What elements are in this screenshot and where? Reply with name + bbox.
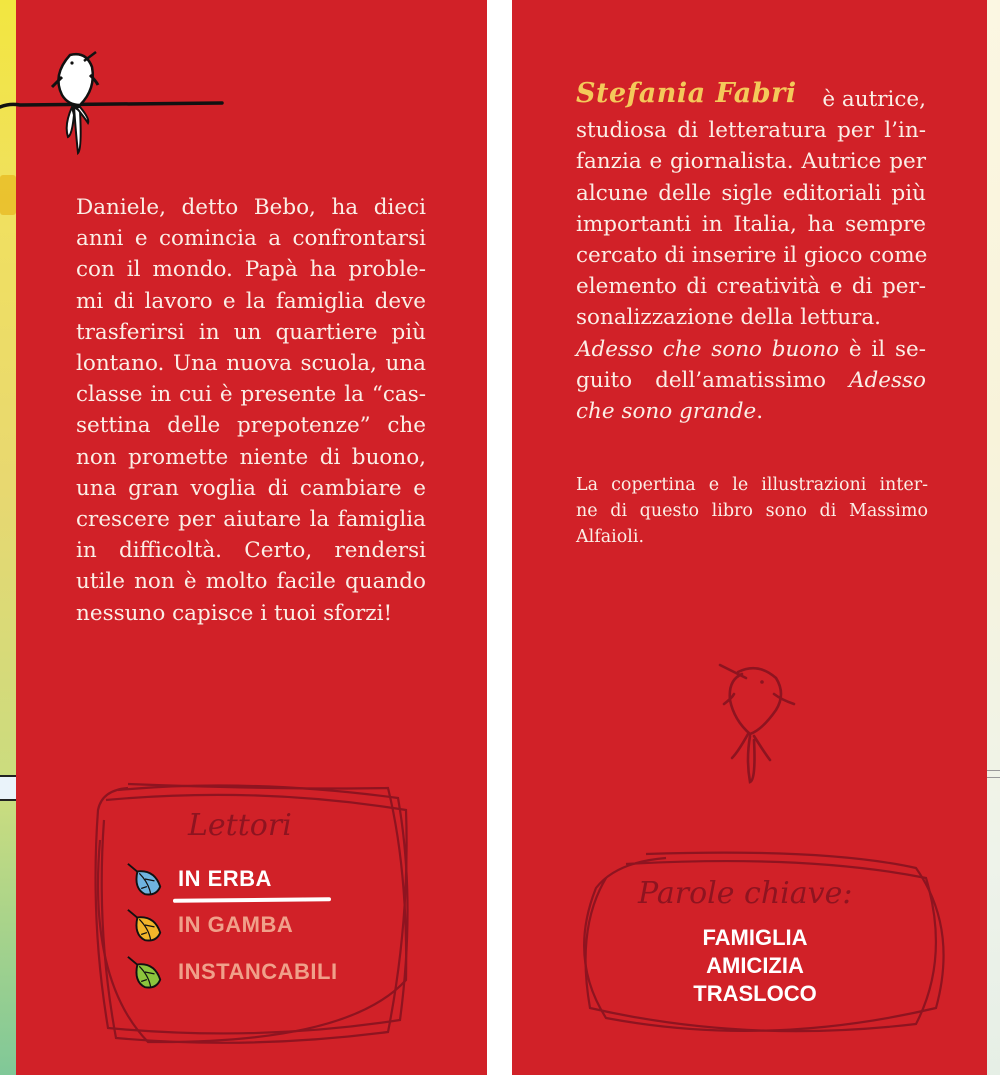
leaf-icon-green xyxy=(126,953,164,991)
leaf-icon-blue xyxy=(126,860,164,898)
credit-line: ne di questo libro sono di Massimo xyxy=(576,501,928,521)
bio-line: fanzia e giornalista. Autrice per xyxy=(576,149,926,175)
right-cover-edge xyxy=(987,0,1000,1075)
book-title: Adesso che sono buono xyxy=(576,336,840,362)
prev-book-title: che sono grande xyxy=(576,399,757,425)
bio-line: è autrice, xyxy=(822,87,926,112)
leaf-icon-yellow xyxy=(126,906,164,944)
bio-line: cercato di inserire il gioco come xyxy=(576,243,928,269)
readers-title: Lettori xyxy=(188,808,292,843)
bird-outline-icon xyxy=(712,660,807,790)
synopsis-line: crescere per aiutare la famiglia xyxy=(76,507,426,533)
cloud-outline xyxy=(987,770,1000,778)
synopsis-line: trasferirsi in un quartiere più xyxy=(76,319,426,345)
keyword: AMICIZIA xyxy=(706,953,804,978)
reader-level-label: IN GAMBA xyxy=(178,912,294,937)
paint-splash xyxy=(0,175,16,215)
bird-on-wire-icon xyxy=(0,45,230,165)
synopsis-line: Daniele, detto Bebo, ha dieci xyxy=(76,195,426,220)
bio-first-line xyxy=(576,78,926,115)
reader-level-instancabili xyxy=(126,953,338,991)
keywords-list xyxy=(655,924,855,1008)
bio-line xyxy=(576,365,926,396)
credit-line: La copertina e le illustrazioni inter- xyxy=(576,475,928,495)
synopsis-line: settina delle prepotenze” che xyxy=(76,413,426,439)
keywords-title: Parole chiave: xyxy=(638,876,853,911)
bio-line: importanti in Italia, ha sempre xyxy=(576,211,926,237)
reader-level-label: INSTANCABILI xyxy=(178,959,338,984)
bio-line: sonalizzazione della lettura. xyxy=(576,305,881,331)
synopsis-line: mi di lavoro e la famiglia deve xyxy=(76,288,426,314)
reader-level-label: IN ERBA xyxy=(178,866,272,891)
synopsis-line: classe in cui è presente la “cas- xyxy=(76,382,426,408)
bio-line xyxy=(576,334,926,365)
bio-line: elemento di creatività e di per- xyxy=(576,274,926,300)
bio-line: studiosa di letteratura per l’in- xyxy=(576,118,926,144)
synopsis-text xyxy=(76,192,426,629)
keyword: TRASLOCO xyxy=(693,981,817,1006)
prev-book-title: Adesso xyxy=(848,367,926,393)
reader-level-in-gamba xyxy=(126,906,293,944)
author-name: Stefania Fabri xyxy=(576,78,797,109)
bio-text: è il se- xyxy=(839,336,926,362)
synopsis-line: con il mondo. Papà ha proble- xyxy=(76,257,426,283)
synopsis-line: lontano. Una nuova scuola, una xyxy=(76,351,426,377)
reader-level-in-erba xyxy=(126,860,272,898)
keyword: FAMIGLIA xyxy=(702,925,808,950)
synopsis-line: in difficoltà. Certo, rendersi xyxy=(76,538,426,564)
synopsis-line: anni e comincia a confrontarsi xyxy=(76,226,426,252)
synopsis-line: utile non è molto facile quando xyxy=(76,569,426,595)
author-bio xyxy=(576,78,928,427)
bio-line xyxy=(576,396,926,427)
bio-text: guito dell’amatissimo xyxy=(576,367,849,393)
synopsis-line: una gran voglia di cambiare e xyxy=(76,475,426,501)
illustration-credit xyxy=(576,472,928,550)
credit-line: Alfaioli. xyxy=(576,527,645,547)
page-gutter xyxy=(487,0,512,1075)
synopsis-line: nessuno capisce i tuoi sforzi! xyxy=(76,600,393,626)
synopsis-line: non promette niente di buono, xyxy=(76,444,426,470)
cloud-fragment xyxy=(0,775,16,801)
bio-line: alcune delle sigle editoriali più xyxy=(576,180,926,206)
bio-text: . xyxy=(756,399,764,425)
